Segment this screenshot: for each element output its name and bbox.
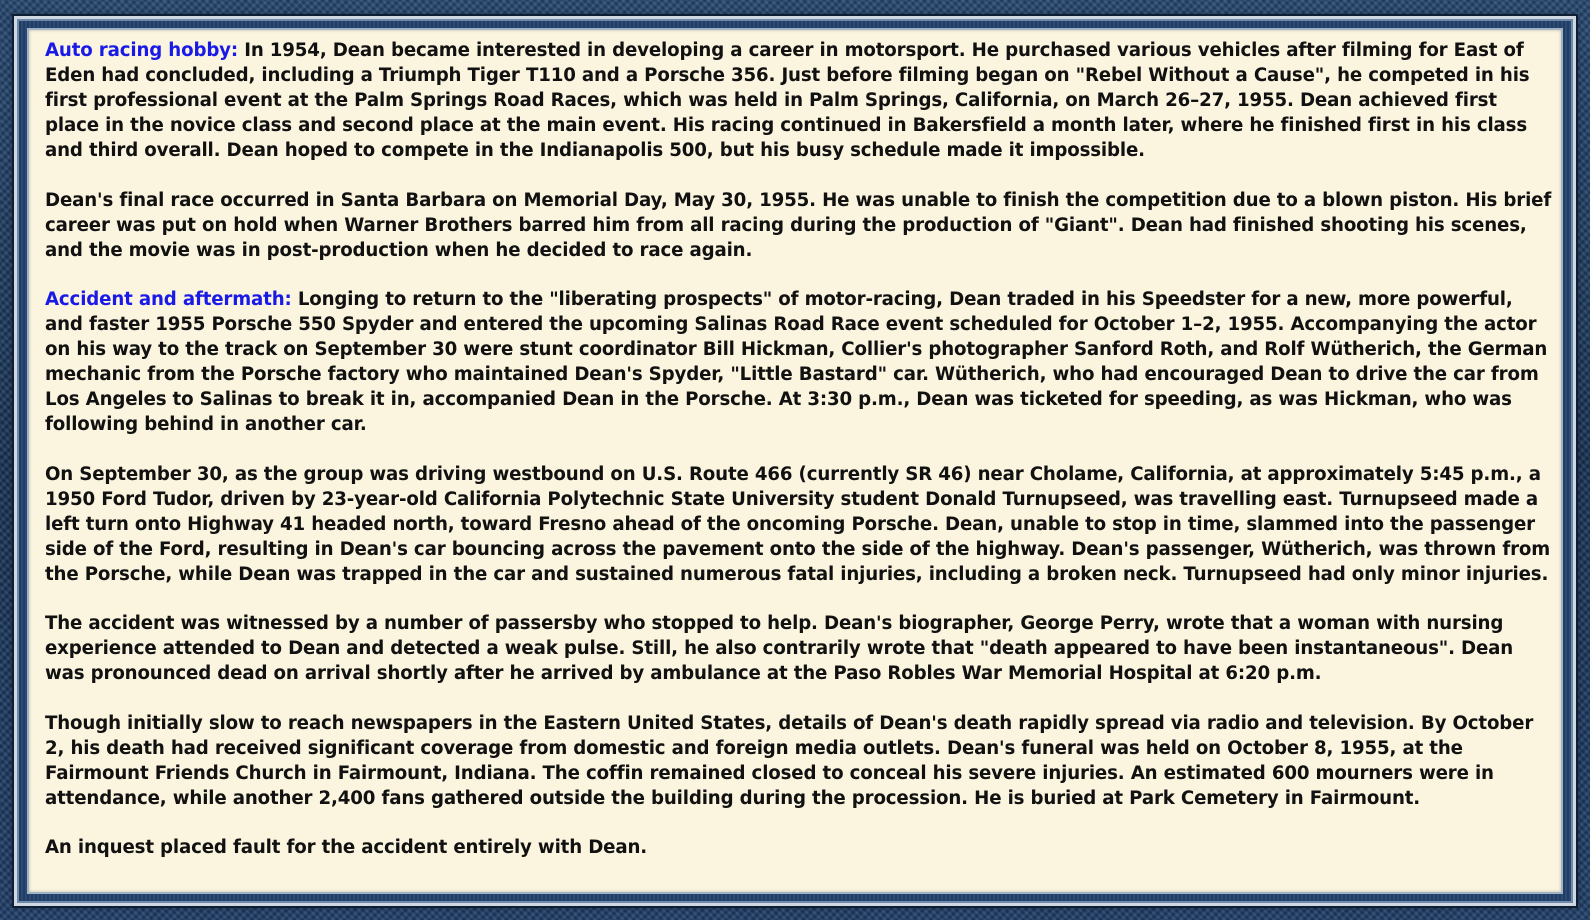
paragraph-text: Dean's final race occurred in Santa Barbara on Memorial Day, May 30, 1955. He was unable to finish the competition due to a blown piston. His brief career was put on hold when Warner Brothers barred him from all racing during the production of "Giant". Dean had finished shooting his scenes, and the movie was in post-production when he decided to race again.: [45, 189, 1552, 261]
paragraph-witnesses: [45, 611, 1555, 686]
paragraph-inquest: [45, 835, 1555, 860]
paragraph-final-race: [45, 188, 1555, 263]
paragraph-text: The accident was witnessed by a number of passersby who stopped to help. Dean's biographer, George Perry, wrote that a woman with nursing experience attended to Dean and detected a weak pulse. Still, he also contrarily wrote that "death appeared to have been instantaneous". Dean was pronounced dead on arrival shortly after he arrived by ambulance at the Paso Robles War Memorial Hospital at 6:20 p.m.: [45, 613, 1514, 684]
paragraph-auto-racing: [45, 38, 1555, 163]
section-heading-accident: Accident and aftermath:: [45, 289, 292, 310]
paragraph-text: On September 30, as the group was driving westbound on U.S. Route 466 (currently SR 46) near Cholame, California, at approximately 5:45 p.m., a 1950 Ford Tudor, driven by 23-year-old California Polytechnic State University student Donald Turnupseed, was travelling east. Turnupseed made a left turn onto Highway 41 headed north, toward Fresno ahead of the oncoming Porsche. Dean, unable to stop in time, slammed into the passenger side of the Ford, resulting in Dean's car bouncing across the pavement onto the side of the highway. Dean's passenger, Wütherich, was thrown from the Porsche, while Dean was trapped in the car and sustained numerous fatal injuries, including a broken neck. Turnupseed had only minor injuries.: [45, 463, 1551, 585]
paragraph-text: Longing to return to the "liberating prospects" of motor-racing, Dean traded in his Speedster for a new, more powerful, and faster 1955 Porsche 550 Spyder and entered the upcoming Salinas Road Race event scheduled for October 1–2, 1955. Accompanying the actor on his way to the track on September 30 were stunt coordinator Bill Hickman, Collier's photographer Sanford Roth, and Rolf Wütherich, the German mechanic from the Porsche factory who maintained Dean's Spyder, "Little Bastard" car. Wütherich, who had encouraged Dean to drive the car from Los Angeles to Salinas to break it in, accompanied Dean in the Porsche. At 3:30 p.m., Dean was ticketed for speeding, as was Hickman, who was following behind in another car.: [45, 289, 1548, 435]
paragraph-crash-details: [45, 462, 1555, 587]
paragraph-text: In 1954, Dean became interested in developing a career in motorsport. He purchased various vehicles after filming for East of Eden had concluded, including a Triumph Tiger T110 and a Porsche 356. Just before filming began on "Rebel Without a Cause", he competed in his first professional event at the Palm Springs Road Races, which was held in Palm Springs, California, on March 26–27, 1955. Dean achieved first place in the novice class and second place at the main event. His racing continued in Bakersfield a month later, where he finished first in his class and third overall. Dean hoped to compete in the Indianapolis 500, but his busy schedule made it impossible.: [45, 40, 1530, 161]
section-heading-auto-racing: Auto racing hobby:: [45, 40, 239, 61]
paragraph-funeral: [45, 711, 1555, 811]
paragraph-accident: [45, 287, 1555, 437]
document-body: [27, 28, 1563, 894]
paragraph-text: An inquest placed fault for the accident entirely with Dean.: [45, 837, 648, 858]
paragraph-text: Though initially slow to reach newspapers in the Eastern United States, details of Dean's death rapidly spread via radio and television. By October 2, his death had received significant coverage from domestic and foreign media outlets. Dean's funeral was held on October 8, 1955, at the Fairmount Friends Church in Fairmount, Indiana. The coffin remained closed to conceal his severe injuries. An estimated 600 mourners were in attendance, while another 2,400 fans gathered outside the building during the procession. He is buried at Park Cemetery in Fairmount.: [45, 712, 1534, 809]
